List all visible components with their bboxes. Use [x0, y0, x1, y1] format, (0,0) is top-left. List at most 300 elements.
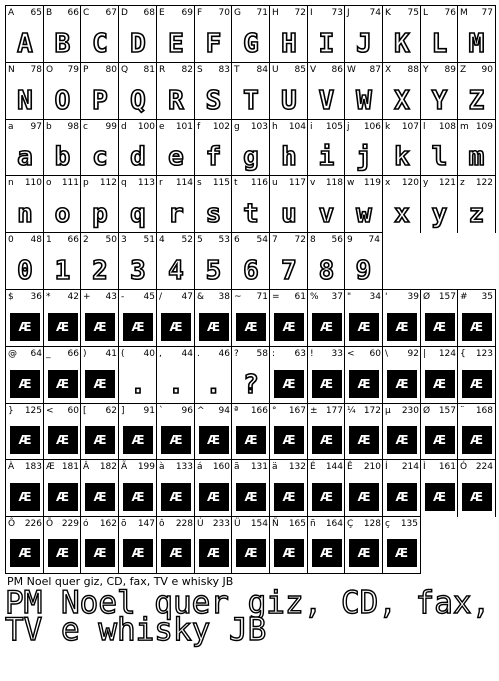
glyph-code-label: 125 — [24, 405, 42, 416]
glyph-code-label: 60 — [67, 405, 79, 416]
glyph-code-label: 157 — [438, 292, 456, 302]
glyph-cell — [156, 5, 195, 63]
glyph-code-label: 53 — [218, 235, 230, 246]
glyph-cell — [382, 5, 421, 63]
missing-glyph-icon — [458, 308, 495, 340]
glyph-char-label: } — [8, 405, 14, 416]
missing-glyph-box: Æ — [388, 540, 416, 566]
glyph-char-label: y — [423, 178, 429, 189]
glyph-cell — [118, 232, 157, 290]
glyph-code-label: 162 — [99, 519, 117, 530]
glyph-row — [5, 459, 495, 516]
glyph-code-label: 36 — [30, 292, 42, 302]
glyph-preview: A — [17, 29, 33, 59]
missing-glyph-box: Æ — [49, 314, 77, 340]
glyph-code-label: 44 — [181, 348, 193, 359]
glyph-preview: B — [54, 29, 71, 59]
glyph-code-label: 154 — [250, 519, 268, 530]
missing-glyph-icon — [44, 478, 81, 510]
sample-caption: PM Noel quer giz, CD, fax, TV e whisky JB — [7, 575, 234, 588]
glyph-cell — [194, 403, 232, 460]
glyph-code-label: 81 — [143, 64, 155, 75]
glyph-cell — [382, 175, 421, 233]
missing-glyph-box: Æ — [11, 427, 39, 453]
glyph-cell — [231, 232, 270, 290]
glyph-char-label: \ — [385, 348, 389, 359]
glyph-code-label: 166 — [250, 405, 268, 416]
missing-glyph-icon — [232, 534, 270, 566]
glyph-cell — [5, 459, 44, 517]
glyph-char-label: Ê — [347, 462, 353, 473]
missing-glyph-box: Æ — [11, 484, 39, 510]
glyph-char-label: w — [347, 178, 355, 189]
glyph-char-label: ã — [234, 462, 240, 473]
glyph-row — [5, 5, 495, 62]
glyph-cell — [80, 62, 119, 120]
glyph-code-label: 87 — [369, 64, 381, 75]
glyph-char-label: ( — [121, 348, 125, 359]
glyph-char-label: ç — [385, 519, 390, 530]
glyph-char-label: e — [159, 121, 165, 132]
glyph-char-label: b — [46, 121, 52, 132]
glyph-code-label: 224 — [475, 462, 493, 473]
glyph-char-label: ^ — [197, 405, 205, 416]
glyph-cell — [118, 62, 157, 120]
glyph-char-label: % — [310, 292, 319, 302]
glyph-char-label: á — [197, 462, 203, 473]
missing-glyph-icon — [119, 478, 157, 510]
glyph-cell — [420, 175, 458, 233]
glyph-code-label: 90 — [481, 64, 493, 75]
glyph-cell — [457, 289, 496, 347]
glyph-code-label: 181 — [61, 462, 79, 473]
missing-glyph-box: Æ — [162, 314, 190, 340]
glyph-char-label: Ç — [347, 519, 354, 530]
glyph-cell — [43, 175, 81, 233]
glyph-char-label: õ — [121, 519, 127, 530]
glyph-char-label: / — [159, 292, 163, 302]
glyph-code-label: 46 — [218, 348, 230, 359]
glyph-cell — [156, 119, 195, 176]
glyph-char-label: M — [460, 8, 468, 18]
glyph-preview: . — [205, 369, 222, 400]
missing-glyph-icon — [458, 365, 495, 397]
glyph-char-label: à — [159, 462, 165, 473]
glyph-char-label: + — [83, 292, 91, 302]
missing-glyph-icon — [308, 308, 345, 340]
missing-glyph-icon — [6, 534, 44, 566]
missing-glyph-icon — [383, 421, 421, 453]
glyph-cell — [231, 516, 270, 574]
glyph-code-label: 121 — [438, 178, 456, 189]
glyph-cell — [156, 403, 195, 460]
glyph-preview: . — [130, 369, 146, 400]
missing-glyph-box: Æ — [388, 314, 416, 340]
glyph-preview: T — [243, 85, 259, 116]
glyph-char-label: K — [385, 8, 391, 18]
missing-glyph-box: Æ — [313, 540, 341, 566]
glyph-preview: j — [356, 141, 372, 172]
missing-glyph-box: Æ — [350, 540, 378, 566]
glyph-cell — [80, 175, 119, 233]
glyph-cell — [307, 119, 345, 176]
missing-glyph-box: Æ — [350, 427, 378, 453]
glyph-cell — [5, 5, 44, 63]
glyph-char-label: ± — [310, 405, 318, 416]
missing-glyph-icon — [458, 421, 495, 453]
glyph-row — [5, 403, 495, 460]
glyph-char-label: r — [159, 178, 163, 189]
glyph-code-label: 157 — [438, 405, 456, 416]
glyph-code-label: 43 — [105, 292, 117, 302]
glyph-cell — [231, 459, 270, 517]
glyph-char-label: ` — [159, 405, 164, 416]
glyph-cell — [457, 403, 496, 460]
glyph-cell — [382, 289, 421, 347]
glyph-preview: H — [281, 29, 297, 59]
glyph-code-label: 199 — [137, 462, 155, 473]
glyph-code-label: 110 — [24, 178, 42, 189]
glyph-cell — [269, 119, 308, 176]
missing-glyph-box: Æ — [200, 314, 228, 340]
glyph-code-label: 61 — [294, 292, 306, 302]
glyph-code-label: 165 — [288, 519, 306, 530]
glyph-cell — [156, 175, 195, 233]
glyph-char-label: h — [272, 121, 278, 132]
glyph-cell — [457, 119, 496, 176]
missing-glyph-box: Æ — [426, 427, 454, 453]
glyph-char-label: u — [272, 178, 278, 189]
glyph-cell — [80, 403, 119, 460]
glyph-cell — [307, 459, 345, 517]
glyph-char-label: Ã — [121, 462, 128, 473]
glyph-cell — [118, 516, 157, 574]
glyph-cell — [194, 62, 232, 120]
glyph-code-label: 71 — [256, 8, 268, 18]
glyph-char-label: s — [197, 178, 202, 189]
glyph-char-label: c — [83, 121, 88, 132]
missing-glyph-icon — [6, 421, 44, 453]
glyph-char-label: G — [234, 8, 241, 18]
glyph-code-label: 233 — [212, 519, 230, 530]
glyph-cell — [43, 289, 81, 347]
missing-glyph-box: Æ — [11, 540, 39, 566]
glyph-cell — [156, 346, 195, 404]
glyph-code-label: 172 — [363, 405, 381, 416]
glyph-char-label: , — [159, 348, 162, 359]
glyph-code-label: 182 — [99, 462, 117, 473]
missing-glyph-icon — [232, 308, 270, 340]
glyph-cell — [43, 62, 81, 120]
glyph-code-label: 119 — [363, 178, 381, 189]
glyph-preview: J — [356, 29, 372, 59]
glyph-code-label: 54 — [256, 235, 268, 246]
glyph-cell — [80, 119, 119, 176]
glyph-char-label: J — [347, 8, 350, 18]
missing-glyph-box: Æ — [124, 427, 152, 453]
glyph-char-label: . — [197, 348, 200, 359]
missing-glyph-icon — [119, 421, 157, 453]
missing-glyph-icon — [383, 365, 421, 397]
glyph-char-label: i — [310, 121, 313, 132]
sample-rendered-line-2: TV e whisky JB — [5, 612, 267, 648]
glyph-char-label: Y — [423, 64, 429, 75]
missing-glyph-icon — [308, 365, 345, 397]
glyph-char-label: Ó — [460, 462, 468, 473]
glyph-code-label: 78 — [30, 64, 42, 75]
missing-glyph-icon — [345, 478, 383, 510]
missing-glyph-icon — [81, 478, 119, 510]
glyph-row — [5, 62, 495, 119]
glyph-char-label: n — [8, 178, 14, 189]
glyph-code-label: 133 — [175, 462, 193, 473]
glyph-cell — [307, 289, 345, 347]
glyph-preview: i — [318, 141, 335, 172]
glyph-code-label: 34 — [369, 292, 381, 302]
glyph-preview: 6 — [243, 256, 259, 287]
missing-glyph-icon — [270, 478, 308, 510]
missing-glyph-box: Æ — [350, 314, 378, 340]
glyph-preview: L — [431, 29, 448, 59]
glyph-cell — [194, 119, 232, 176]
glyph-char-label: f — [197, 121, 201, 132]
glyph-cell — [231, 5, 270, 63]
glyph-cell — [457, 459, 496, 517]
missing-glyph-icon — [157, 308, 195, 340]
glyph-char-label: ' — [385, 292, 388, 302]
glyph-cell — [5, 175, 44, 233]
missing-glyph-icon — [232, 421, 270, 453]
glyph-char-label: d — [121, 121, 127, 132]
glyph-code-label: 132 — [288, 462, 306, 473]
missing-glyph-icon — [81, 308, 119, 340]
missing-glyph-box: Æ — [350, 371, 378, 397]
missing-glyph-box: Æ — [86, 484, 114, 510]
glyph-char-label: - — [121, 292, 125, 302]
glyph-preview: 1 — [54, 256, 71, 287]
glyph-cell — [420, 5, 458, 63]
glyph-code-label: 228 — [175, 519, 193, 530]
missing-glyph-box: Æ — [313, 371, 341, 397]
glyph-char-label: p — [83, 178, 89, 189]
glyph-cell — [307, 175, 345, 233]
missing-glyph-box: Æ — [86, 314, 114, 340]
glyph-preview: v — [318, 199, 335, 230]
glyph-preview: R — [168, 85, 184, 116]
glyph-cell — [344, 62, 383, 120]
glyph-cell — [80, 289, 119, 347]
glyph-char-label: l — [423, 121, 426, 132]
missing-glyph-box: Æ — [426, 484, 454, 510]
glyph-cell — [194, 175, 232, 233]
missing-glyph-icon — [195, 308, 232, 340]
glyph-char-label: ¼ — [347, 405, 356, 416]
glyph-cell — [382, 516, 421, 574]
glyph-cell — [382, 62, 421, 120]
missing-glyph-icon — [232, 478, 270, 510]
glyph-code-label: 76 — [444, 8, 456, 18]
glyph-char-label: 4 — [159, 235, 165, 246]
missing-glyph-icon — [383, 308, 421, 340]
glyph-code-label: 74 — [369, 8, 381, 18]
missing-glyph-box: Æ — [275, 484, 303, 510]
glyph-char-label: : — [272, 348, 276, 359]
glyph-preview: o — [54, 199, 71, 230]
glyph-char-label: Q — [121, 64, 129, 75]
glyph-char-label: 9 — [347, 235, 353, 246]
glyph-char-label: ó — [83, 519, 89, 530]
glyph-code-label: 120 — [401, 178, 419, 189]
glyph-code-label: 67 — [105, 8, 117, 18]
glyph-code-label: 99 — [105, 121, 117, 132]
glyph-cell — [269, 232, 308, 290]
missing-glyph-icon — [81, 534, 119, 566]
glyph-code-label: 214 — [401, 462, 419, 473]
glyph-char-label: 7 — [272, 235, 278, 246]
missing-glyph-box: Æ — [275, 314, 303, 340]
missing-glyph-icon — [44, 308, 81, 340]
missing-glyph-icon — [308, 478, 345, 510]
glyph-char-label: U — [272, 64, 279, 75]
glyph-preview: n — [17, 199, 33, 230]
sample-rendered-line-1: PM Noel quer giz, CD, fax, — [5, 585, 491, 621]
glyph-preview: y — [431, 199, 448, 230]
glyph-code-label: 51 — [143, 235, 155, 246]
glyph-cell — [156, 289, 195, 347]
glyph-code-label: 77 — [481, 8, 493, 18]
glyph-code-label: 72 — [294, 235, 306, 246]
glyph-char-label: | — [423, 348, 427, 359]
glyph-preview: s — [205, 199, 222, 230]
glyph-preview: 3 — [130, 256, 146, 287]
glyph-preview: d — [130, 141, 146, 172]
glyph-char-label: À — [8, 462, 15, 473]
missing-glyph-icon — [195, 534, 232, 566]
glyph-code-label: 70 — [218, 8, 230, 18]
glyph-preview: K — [394, 29, 410, 59]
missing-glyph-icon — [308, 421, 345, 453]
glyph-code-label: 122 — [475, 178, 493, 189]
glyph-code-label: 131 — [250, 462, 268, 473]
missing-glyph-icon — [44, 421, 81, 453]
glyph-preview: 8 — [318, 256, 335, 287]
missing-glyph-icon — [270, 365, 308, 397]
glyph-char-label: T — [234, 64, 240, 75]
missing-glyph-box: Æ — [350, 484, 378, 510]
glyph-cell — [80, 346, 119, 404]
missing-glyph-box: Æ — [463, 314, 491, 340]
glyph-code-label: 66 — [67, 235, 79, 246]
glyph-char-label: Ñ — [272, 519, 279, 530]
glyph-char-label: Ø — [423, 292, 431, 302]
glyph-code-label: 98 — [67, 121, 79, 132]
glyph-cell — [80, 232, 119, 290]
glyph-cell — [269, 5, 308, 63]
glyph-char-label: C — [83, 8, 90, 18]
glyph-code-label: 114 — [175, 178, 193, 189]
glyph-cell — [307, 403, 345, 460]
glyph-code-label: 65 — [30, 8, 42, 18]
glyph-char-label: W — [347, 64, 356, 75]
glyph-char-label: Z — [460, 64, 467, 75]
glyph-char-label: 3 — [121, 235, 127, 246]
missing-glyph-box: Æ — [200, 484, 228, 510]
glyph-preview: G — [243, 29, 259, 59]
glyph-code-label: 79 — [67, 64, 79, 75]
glyph-code-label: 102 — [212, 121, 230, 132]
glyph-cell — [5, 289, 44, 347]
missing-glyph-box: Æ — [237, 314, 265, 340]
glyph-char-label: 6 — [234, 235, 240, 246]
glyph-char-label: ~ — [234, 292, 242, 302]
glyph-cell — [43, 403, 81, 460]
glyph-char-label: Ü — [234, 519, 241, 530]
glyph-cell — [5, 232, 44, 290]
glyph-char-label: E — [159, 8, 165, 18]
missing-glyph-box: Æ — [463, 427, 491, 453]
glyph-cell — [156, 232, 195, 290]
glyph-cell — [382, 459, 421, 517]
glyph-code-label: 73 — [331, 8, 343, 18]
glyph-cell — [344, 516, 383, 574]
glyph-code-label: 147 — [137, 519, 155, 530]
glyph-cell — [43, 516, 81, 574]
glyph-row — [5, 119, 495, 176]
glyph-cell — [420, 119, 458, 176]
missing-glyph-box: Æ — [463, 371, 491, 397]
glyph-code-label: 106 — [363, 121, 381, 132]
glyph-cell — [344, 5, 383, 63]
glyph-code-label: 124 — [438, 348, 456, 359]
glyph-code-label: 42 — [67, 292, 79, 302]
glyph-cell — [80, 459, 119, 517]
glyph-cell — [194, 289, 232, 347]
glyph-code-label: 168 — [475, 405, 493, 416]
glyph-code-label: 108 — [438, 121, 456, 132]
glyph-preview: Y — [431, 85, 448, 116]
glyph-code-label: 72 — [294, 8, 306, 18]
missing-glyph-icon — [345, 534, 383, 566]
glyph-code-label: 86 — [331, 64, 343, 75]
glyph-cell — [118, 5, 157, 63]
glyph-cell — [269, 346, 308, 404]
missing-glyph-icon — [6, 308, 44, 340]
missing-glyph-icon — [6, 365, 44, 397]
glyph-code-label: 63 — [294, 348, 306, 359]
glyph-char-label: R — [159, 64, 166, 75]
glyph-code-label: 116 — [250, 178, 268, 189]
glyph-code-label: 104 — [288, 121, 306, 132]
glyph-char-label: m — [460, 121, 469, 132]
glyph-preview: a — [17, 141, 33, 172]
missing-glyph-icon — [421, 308, 458, 340]
glyph-char-label: a — [8, 121, 14, 132]
missing-glyph-box: Æ — [162, 540, 190, 566]
glyph-code-label: 64 — [30, 348, 42, 359]
glyph-code-label: 164 — [325, 519, 343, 530]
glyph-preview: V — [318, 85, 335, 116]
glyph-code-label: 100 — [137, 121, 155, 132]
glyph-char-label: É — [310, 462, 316, 473]
glyph-code-label: 123 — [475, 348, 493, 359]
glyph-char-label: 0 — [8, 235, 14, 246]
glyph-cell — [231, 289, 270, 347]
missing-glyph-box: Æ — [275, 427, 303, 453]
glyph-preview: g — [243, 141, 259, 172]
glyph-code-label: 50 — [105, 235, 117, 246]
glyph-code-label: 52 — [181, 235, 193, 246]
glyph-char-label: t — [234, 178, 238, 189]
